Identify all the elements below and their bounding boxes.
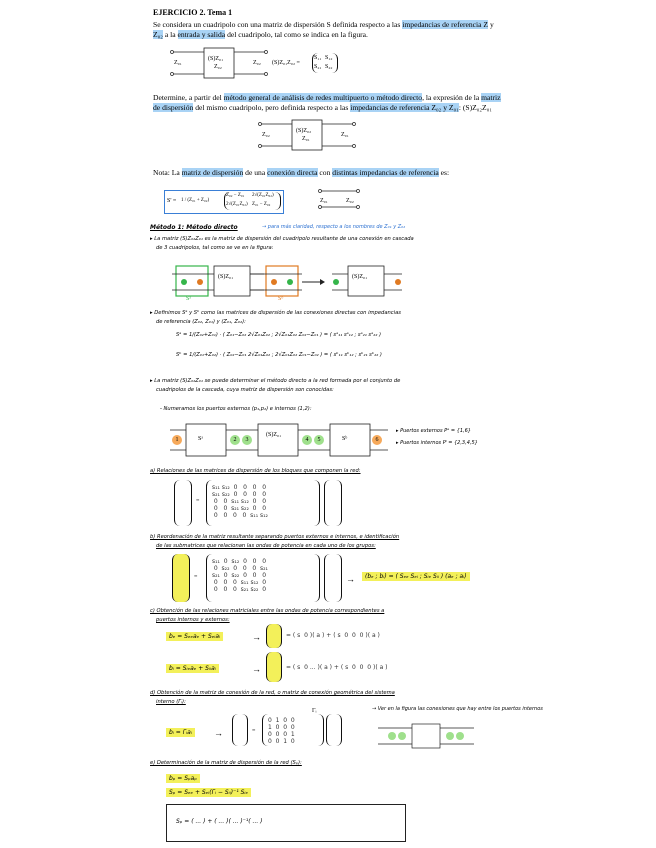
box-label: (S)Z₀₂ [296, 128, 312, 134]
external-ports: ▸ Puertos externos Pᵉ = {1,6} [396, 428, 471, 434]
matrix-cell: S₁₂ [325, 55, 333, 61]
port-label: Z₀₁ [341, 132, 349, 138]
port-label: Z₀₂ [346, 198, 354, 204]
matrix-cell: S₂₂ [325, 64, 333, 70]
arrow: → [346, 574, 355, 584]
matrix-cell: S₁₁ [314, 55, 322, 61]
arrow: → [252, 632, 261, 642]
matrix-cell: S₂₁ [314, 64, 322, 70]
matrix-cell: 2√(Z₀₁Z₀₂) [252, 193, 274, 198]
port-label: Z₀₁ [174, 60, 182, 66]
step-b-title: de las submatrices que relacionan las ondas de potencia en cada uno de los grupos: [156, 543, 376, 549]
internal-ports: ▸ Puertos internos Pⁱ = {2,3,4,5} [396, 440, 478, 446]
para-highlight: impedancias de referencia Z₀₂ y Z₀₁ [350, 103, 459, 112]
note-text: con [319, 168, 331, 177]
note-text: de una [245, 168, 266, 177]
matrix-lhs: (S)Z₀₁Z₀₂ = [272, 60, 300, 66]
hw-paragraph: - Numeramos los puertos externos (p₁,p₂) e internos (1,2): [160, 406, 312, 412]
box-label: Z₀₁ [302, 136, 310, 142]
a-vector [324, 480, 342, 526]
b-vector [174, 480, 192, 526]
port-label: Z₀₁ [320, 198, 328, 204]
port-label: Z₀₂ [262, 132, 270, 138]
a-vector-reordered [324, 554, 342, 602]
step-d-title: interno (Γᵢ): [156, 699, 186, 705]
vector [266, 652, 282, 682]
exercise-title: EJERCICIO 2. Tema 1 [153, 8, 233, 17]
step-d-title: d) Obtención de la matriz de conexión de la red, o matriz de conexión geométrica del sistema [150, 690, 395, 696]
para-text: Determine, a partir del [153, 93, 222, 102]
step-c-title: puertos internos y externos: [156, 617, 230, 623]
note-line [153, 168, 449, 178]
matrix-body: s₁₁ s₁₂ 0 0 0 0 s₂₁ s₂₂ 0 0 0 0 0 0 s₁₁ s₁₂ 0 0 0 0 s₂₁ s₂₂ 0 0 0 0 0 0 s₁₁ s₁₂ [212, 484, 268, 519]
equals-sign: = [252, 728, 256, 734]
equals-sign: = [194, 574, 198, 580]
box-label: (S)Z₀₁ [218, 274, 234, 280]
sa-label: Sᵃ [186, 296, 191, 302]
step-c-title: c) Obtención de las relaciones matriciales entre las ondas de potencia correspondientes a [150, 608, 385, 614]
method-note: → para más claridad, respecto a los nombres de Z₀₁ y Z₀₂ [262, 224, 406, 230]
port-circle: 6 [372, 435, 382, 445]
para-highlight: de dispersión [153, 103, 194, 112]
vector [266, 624, 282, 648]
intro-line-1 [153, 20, 494, 30]
para-highlight: matriz [481, 93, 501, 102]
port-circle: 4 [302, 435, 312, 445]
sp-formula: Sₚ = Sₑₑ + Sₑᵢ(Γᵢ − Sᵢᵢ)⁻¹ Sᵢₑ [166, 788, 251, 797]
external-relation: bₑ = Sₑₑaₑ + Sₑᵢaᵢ [166, 632, 223, 641]
block-label: (S)Z₀₁ [266, 432, 282, 438]
intro-text: y [489, 20, 494, 29]
sb-equation: Sᵇ = 1/(Z₀₁+Z₀₂) · ( Z₀₂−Z₀₁ 2√Z₀₁Z₀₂ ; 2√Z₀₁Z₀₂ Z₀₁−Z₀₂ ) = ( sᵇ₁₁ sᵇ₁₂ ; sᵇ₂₁ sᵇ₂₂ ) [176, 352, 382, 358]
step-a-title: a) Relaciones de las matrices de dispersión de los bloques que componen la red: [150, 468, 361, 474]
b-vector-reordered [172, 554, 190, 602]
step-b-title: b) Reordenación de la matriz resultante separando puertos externos e internos, e identificación [150, 534, 400, 540]
note-text: Nota: La [153, 168, 180, 177]
partition-equation: (bₑ ; bᵢ) = ( Sₑₑ Sₑᵢ ; Sᵢₑ Sᵢᵢ ) (aₑ ; aᵢ) [362, 572, 470, 581]
matrix-body: = ( s 0 ... )( a ) + ( s 0 0 0 )( a ) [286, 664, 388, 671]
arrow: → [252, 664, 261, 674]
hw-paragraph: de 3 cuadripolos, tal como se ve en la figura: [156, 245, 274, 251]
note-highlight: conexión directa [267, 168, 318, 177]
sb-label: Sᵇ [278, 296, 284, 302]
matrix-cell: 2√(Z₀₁Z₀₂) [226, 202, 248, 207]
port-circle: 3 [242, 435, 252, 445]
box-label: (S)Z₀₁ [352, 274, 368, 280]
box-label: Z₀₂ [214, 64, 222, 70]
cascade-figure [172, 262, 412, 302]
port-circle: 1 [172, 435, 182, 445]
para-highlight: método general de análisis de redes multipuerto o método directo [223, 93, 423, 102]
matrix-cell: Z₀₁ − Z₀₂ [252, 202, 271, 207]
hw-paragraph: de referencia (Z₀₂, Z₀₁) y (Z₀₁, Z₀₂): [156, 319, 246, 325]
internal-relation: bᵢ = Sᵢₑaₑ + Sᵢᵢaᵢ [166, 664, 219, 673]
port-label: Z₀₂ [253, 60, 261, 66]
intro-highlight: entrada y salida [177, 30, 226, 39]
formula-fraction: 1 / (Z₀₁ + Z₀₂) [181, 198, 210, 203]
vector [326, 714, 342, 746]
vector [232, 714, 248, 746]
intro-line-2: Z₀₂ a la entrada y salida del cuadripolo, tal como se indica en la figura. [153, 30, 368, 39]
connection-note: → Ver en la figura las conexiones que hay entre los puertos internos [372, 706, 543, 712]
para-text: : (S)Z₀₂Z₀₁ [458, 103, 492, 112]
matrix-body: s₁₁ 0 s₁₂ 0 0 0 0 s₂₂ 0 0 0 s₂₁ s₂₁ 0 s₂₂ 0 0 0 0 0 0 s₁₁ s₁₂ 0 0 0 0 s₂₁ s₂₂ 0 [212, 558, 268, 593]
internal-connections-figure [378, 722, 474, 750]
hw-paragraph: cuadripolos de la cascada, cuya matriz de dispersión son conocidas: [156, 387, 334, 393]
sp-relation: bₚ = Sₚaₚ [166, 774, 200, 783]
box-label: (S)Z₀₁ [208, 56, 224, 62]
block-label: Sᵃ [198, 436, 203, 442]
arrow: → [214, 728, 223, 738]
gamma-relation: bᵢ = Γᵢaᵢ [166, 728, 195, 737]
gamma-label: Γᵢ [312, 708, 317, 714]
formula-lhs: S' = [167, 198, 177, 204]
para-text: , la expresión de la [422, 93, 480, 102]
matrix-cell: Z₀₂ − Z₀₁ [226, 193, 245, 198]
step-e-title: e) Determinación de la matriz de dispersión de la red (Sₚ): [150, 760, 302, 766]
port-circle: 5 [314, 435, 324, 445]
equals-sign: = [196, 498, 200, 504]
hw-paragraph: ▸ La matriz (S)Z₀₂Z₀₁ se puede determinar el método directo a la red formada por el conjunto de [150, 378, 401, 384]
matrix-body: 0 1 0 0 1 0 0 0 0 0 0 1 0 0 1 0 [268, 717, 295, 745]
port-circle: 2 [230, 435, 240, 445]
note-highlight: distintas impedancias de referencia [332, 168, 439, 177]
note-text: es: [440, 168, 450, 177]
para2-line-1 [153, 93, 501, 103]
hw-paragraph: ▸ La matriz (S)Z₀₂Z₀₁ es la matriz de dispersión del cuadripolo resultante de una conexión en cascada [150, 236, 414, 242]
sa-equation: Sᵃ = 1/(Z₀₂+Z₀₁) · ( Z₀₁−Z₀₂ 2√Z₀₁Z₀₂ ; 2√Z₀₁Z₀₂ Z₀₂−Z₀₁ ) = ( sᵃ₁₁ sᵃ₁₂ ; sᵃ₂₁ sᵃ₂₂ ) [176, 332, 381, 338]
intro-highlight: impedancias de referencia Z [402, 20, 489, 29]
matrix-body: = ( s 0 )( a ) + ( s 0 0 0 )( a ) [286, 632, 380, 639]
block-label: Sᵇ [342, 436, 348, 442]
final-result: Sₚ = ( ... ) + ( ... )( ... )⁻¹( ... ) [176, 818, 263, 825]
intro-text: a la [164, 30, 176, 39]
intro-text: Se considera un cuadripolo con una matriz de dispersión S definida respecto a las [153, 20, 401, 29]
intro-text: del cuadripolo, tal como se indica en la figura. [227, 30, 368, 39]
method-heading: Método 1: Método directo [150, 224, 238, 231]
note-highlight: matriz de dispersión [181, 168, 244, 177]
para2-line-2 [153, 103, 492, 113]
para-text: del mismo cuadripolo, pero definida respecto a las [195, 103, 349, 112]
hw-paragraph: ▸ Definimos Sᵃ y Sᵇ como las matrices de dispersión de las conexiones directas con impedancias [150, 310, 401, 316]
